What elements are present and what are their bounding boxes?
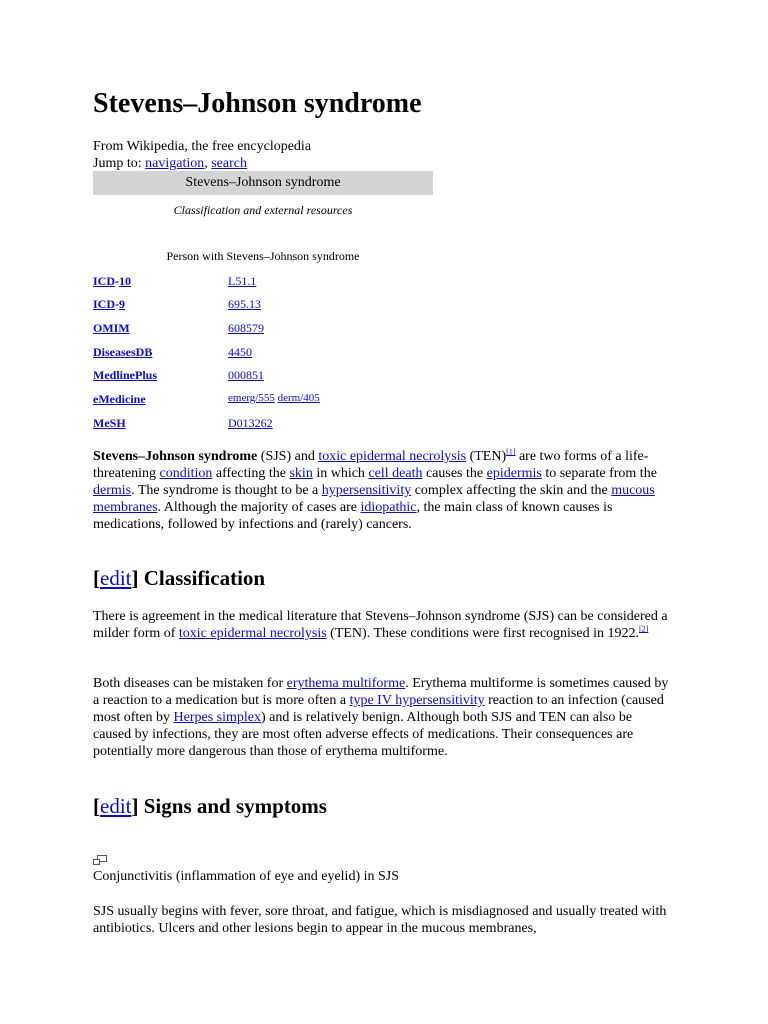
- infobox-key-link[interactable]: 9: [119, 297, 126, 311]
- infobox-key-link[interactable]: eMedicine: [93, 392, 146, 406]
- image-caption: Conjunctivitis (inflammation of eye and eyelid) in SJS: [93, 869, 400, 884]
- infobox-key-diseasesdb: [93, 345, 152, 360]
- infobox-key-link[interactable]: 10: [119, 274, 132, 288]
- infobox-value-link[interactable]: 000851: [228, 368, 264, 382]
- jump-to-label: Jump to:: [93, 156, 142, 171]
- jump-separator: ,: [204, 156, 208, 171]
- infobox-value-link[interactable]: emerg/555: [228, 392, 275, 404]
- text: are two forms of a life-threatening: [93, 449, 649, 481]
- infobox-value-diseasesdb: [228, 345, 252, 360]
- infobox-key-medlineplus: [93, 368, 157, 383]
- infobox-value-omim: [228, 321, 264, 336]
- link-epidermis[interactable]: epidermis: [486, 466, 542, 481]
- text: . Erythema multiforme is sometimes caused by a reaction to a medication but is more often a: [93, 676, 669, 708]
- infobox-image-caption: Person with Stevens–Johnson syndrome: [166, 249, 360, 263]
- infobox-value-link[interactable]: 608579: [228, 321, 264, 335]
- signs-paragraph-1: SJS usually begins with fever, sore throat, and fatigue, which is misdiagnosed and usually treated with antibiotics. Ulcers and other lesions begin to appear in the mucous membranes,: [93, 904, 667, 936]
- text: (TEN). These conditions were first recognised in 1922.: [326, 626, 639, 641]
- infobox-value-mesh: [228, 416, 273, 431]
- infobox-key-emedicine: [93, 392, 146, 407]
- infobox-value-link[interactable]: derm/405: [277, 392, 320, 404]
- infobox-key-mesh: [93, 416, 126, 431]
- reference-link[interactable]: [2]: [638, 624, 649, 634]
- link-idiopathic[interactable]: idiopathic: [360, 500, 417, 515]
- reference-link[interactable]: [1]: [506, 447, 516, 457]
- link-toxic-epidermal-necrolysis[interactable]: toxic epidermal necrolysis: [318, 449, 467, 464]
- infobox-value-link[interactable]: 4450: [228, 345, 252, 359]
- link-condition[interactable]: condition: [159, 466, 213, 481]
- site-subtitle: From Wikipedia, the free encyclopedia: [93, 139, 312, 154]
- link-toxic-epidermal-necrolysis[interactable]: toxic epidermal necrolysis: [178, 626, 327, 641]
- text: (SJS) and: [257, 449, 319, 464]
- link-herpes-simplex[interactable]: Herpes simplex: [173, 710, 261, 725]
- infobox-key-link[interactable]: DiseasesDB: [93, 345, 153, 359]
- infobox-key-sep: -: [115, 297, 120, 311]
- link-mucous-membranes[interactable]: mucous membranes: [93, 483, 655, 515]
- link-erythema-multiforme[interactable]: erythema multiforme: [286, 676, 406, 691]
- infobox-subheading: Classification and external resources: [173, 203, 353, 217]
- link-cell-death[interactable]: cell death: [368, 466, 423, 481]
- text: , the main class of known causes is medications, followed by infections and (rarely) cancers.: [93, 500, 613, 532]
- text: complex affecting the skin and the: [411, 483, 612, 498]
- link-dermis[interactable]: dermis: [93, 483, 132, 498]
- bracket: ]: [131, 566, 139, 590]
- classification-paragraph-2: [93, 675, 673, 760]
- infobox-key-link[interactable]: OMIM: [93, 321, 130, 335]
- infobox-key-link[interactable]: ICD: [93, 297, 116, 311]
- section-title: Signs and symptoms: [138, 794, 327, 818]
- jump-navigation-link[interactable]: navigation: [145, 156, 205, 171]
- jump-search-link[interactable]: search: [211, 156, 247, 171]
- intro-paragraph: [93, 448, 683, 533]
- infobox-value-icd9: [228, 297, 261, 312]
- text: affecting the: [212, 466, 290, 481]
- link-skin[interactable]: skin: [289, 466, 313, 481]
- link-type-iv-hypersensitivity[interactable]: type IV hypersensitivity: [349, 693, 485, 708]
- section-title: Classification: [138, 566, 266, 590]
- infobox-key-link[interactable]: ICD: [93, 274, 116, 288]
- edit-link[interactable]: edit: [100, 794, 132, 818]
- text: Both diseases can be mistaken for: [93, 676, 287, 691]
- infobox-key-sep: -: [115, 274, 120, 288]
- text: . The syndrome is thought to be a: [131, 483, 322, 498]
- edit-link[interactable]: edit: [100, 566, 132, 590]
- text: ) and is relatively benign. Although both SJS and TEN can also be caused by infections, they are most often adverse effects of medications. Their consequences are potentially more dangerous than those of erythema multiforme.: [93, 710, 634, 759]
- infobox-value-emedicine: [228, 392, 320, 404]
- section-heading-classification: [93, 565, 265, 591]
- bracket: [: [93, 566, 100, 590]
- infobox-value-link[interactable]: D013262: [228, 416, 273, 430]
- infobox-key-link[interactable]: MedlinePlus: [93, 368, 158, 382]
- enlarge-icon[interactable]: [93, 852, 107, 862]
- infobox-heading: Stevens–Johnson syndrome: [93, 171, 433, 195]
- text: reaction to an infection (caused most often by: [93, 693, 664, 725]
- text: There is agreement in the medical literature that Stevens–Johnson syndrome (SJS) can be considered a milder form of: [93, 609, 668, 641]
- intro-bold-term: Stevens–Johnson syndrome: [93, 449, 258, 464]
- bracket: [: [93, 794, 100, 818]
- infobox-key-icd9: [93, 297, 125, 312]
- text: in which: [312, 466, 369, 481]
- infobox-key-icd10: [93, 274, 131, 289]
- section-heading-signs-and-symptoms: [93, 793, 327, 819]
- infobox-key-link[interactable]: MeSH: [93, 416, 126, 430]
- infobox-value-link[interactable]: 695.13: [228, 297, 261, 311]
- infobox-value-icd10: [228, 274, 256, 289]
- text: causes the: [422, 466, 487, 481]
- infobox-key-omim: [93, 321, 130, 336]
- link-hypersensitivity[interactable]: hypersensitivity: [321, 483, 412, 498]
- page-title: Stevens–Johnson syndrome: [93, 88, 422, 119]
- classification-paragraph-1: [93, 608, 673, 642]
- jump-to: [93, 155, 247, 172]
- text: (TEN): [466, 449, 507, 464]
- bracket: ]: [131, 794, 139, 818]
- text: to separate from the: [541, 466, 657, 481]
- infobox-value-link[interactable]: L51.1: [228, 274, 257, 288]
- text: . Although the majority of cases are: [157, 500, 361, 515]
- infobox-value-medlineplus: [228, 368, 264, 383]
